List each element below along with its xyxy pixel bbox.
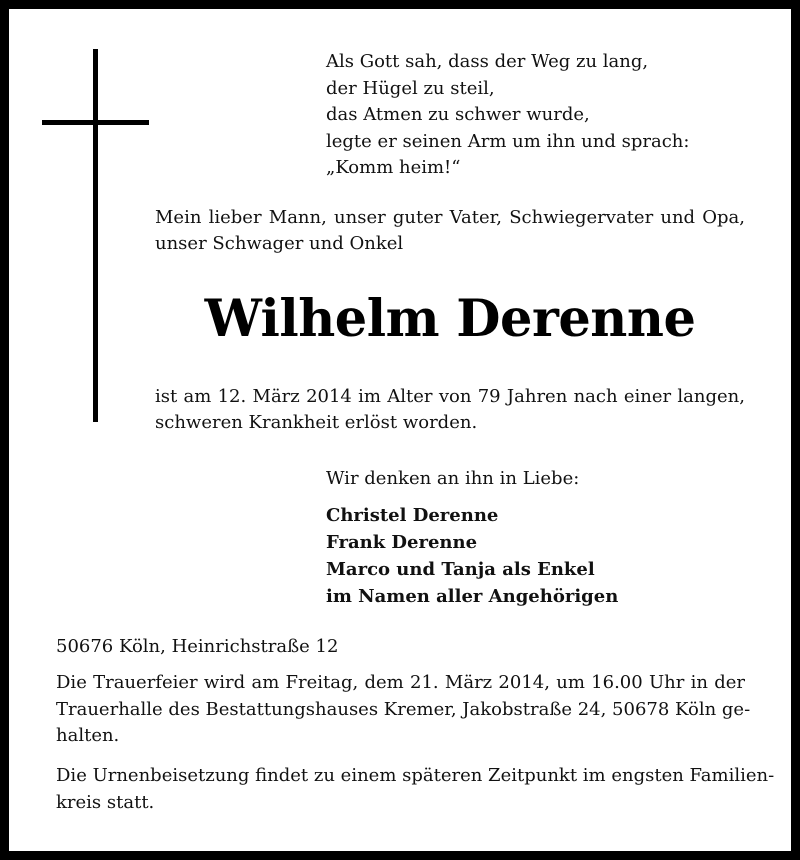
urn-line: kreis statt. (56, 792, 155, 813)
funeral-line: Trauerhalle des Bestattungshauses Kremer, Jakobstraße 24, 50678 Köln ge- (56, 698, 751, 720)
relation-text (155, 205, 745, 257)
poem-line: „Komm heim!“ (326, 157, 461, 178)
poem-line: Als Gott sah, dass der Weg zu lang, (326, 51, 649, 72)
poem-line: legte er seinen Arm um ihn und sprach: (326, 130, 690, 152)
relation-line: Mein lieber Mann, unser guter Vater, Schwiegervater und Opa, (155, 207, 745, 228)
survivor-name: Marco und Tanja als Enkel (326, 559, 595, 580)
survivor-name: Christel Derenne (326, 505, 499, 526)
funeral-line: halten. (56, 725, 120, 746)
cross-vertical-bar (93, 49, 98, 422)
survivor-name: im Namen aller Angehörigen (326, 586, 619, 607)
death-notice (155, 384, 745, 436)
death-notice-line: ist am 12. März 2014 im Alter von 79 Jahren nach einer langen, (155, 386, 745, 407)
poem-line: der Hügel zu steil, (326, 77, 495, 99)
poem (326, 49, 689, 182)
survivors-list (326, 502, 618, 610)
relation-line: unser Schwager und Onkel (155, 233, 404, 254)
urn-line: Die Urnenbeisetzung findet zu einem späteren Zeitpunkt im engsten Familien- (56, 765, 775, 786)
survivor-name: Frank Derenne (326, 532, 478, 553)
remembrance-intro: Wir denken an ihn in Liebe: (326, 468, 580, 489)
death-notice-line: schweren Krankheit erlöst worden. (155, 412, 478, 433)
funeral-line: Die Trauerfeier wird am Freitag, dem 21. März 2014, um 16.00 Uhr in der (56, 672, 745, 693)
family-address: 50676 Köln, Heinrichstraße 12 (56, 636, 339, 657)
funeral-notice (56, 670, 751, 750)
cross-horizontal-bar (42, 120, 149, 125)
poem-line: das Atmen zu schwer wurde, (326, 104, 590, 125)
deceased-name: Wilhelm Derenne (204, 289, 696, 349)
urn-notice (56, 762, 775, 816)
